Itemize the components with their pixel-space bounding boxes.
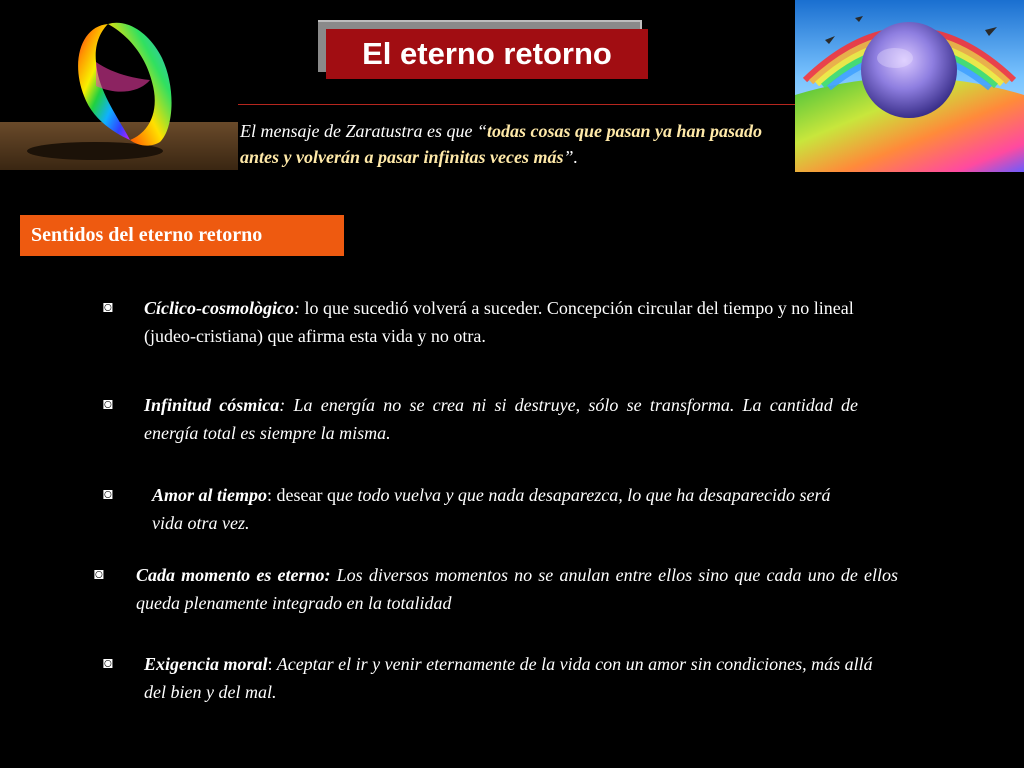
item-text: Los diversos momentos no se anulan entre ellos sino que cada uno de ellos queda plenamente integrado en la totalidad (136, 565, 899, 613)
list-item-amor (152, 481, 852, 537)
list-item-ciclico (144, 294, 864, 350)
intro-part-2: ”. (563, 147, 578, 167)
item-term: Infinitud cósmica (144, 395, 280, 415)
item-term: Exigencia moral (144, 654, 268, 674)
bullet-icon: ◙ (103, 396, 113, 413)
bullet-icon: ◙ (103, 655, 113, 672)
bullet-icon: ◙ (103, 486, 113, 503)
bullet-icon: ◙ (94, 566, 104, 583)
item-text: Aceptar el ir y venir eternamente de la vida con un amor sin condiciones, más allá del bien y del mal. (144, 654, 873, 702)
item-separator: : desear q (267, 485, 336, 505)
section-heading: Sentidos del eterno retorno (20, 215, 344, 256)
title-divider (238, 104, 795, 105)
item-separator: : (279, 395, 286, 415)
item-separator: : (267, 654, 273, 674)
slide-title: El eterno retorno (326, 29, 648, 79)
planet-rainbow-illustration (795, 0, 1024, 172)
item-term: Cíclico-cosmològico (144, 298, 294, 318)
item-term: Amor al tiempo (152, 485, 268, 505)
item-text: ue todo vuelva y que nada desaparezca, lo que ha desaparecido será vida otra vez. (152, 485, 831, 533)
item-term: Cada momento es eterno: (136, 565, 331, 585)
mobius-strip-illustration (0, 0, 238, 170)
list-item-momento (136, 561, 898, 617)
title-banner (318, 20, 650, 82)
intro-paragraph (240, 118, 792, 170)
list-item-infinitud (144, 391, 858, 447)
item-separator: : (293, 298, 300, 318)
intro-emphasis: todas cosas que pasan ya han pasado antes y volverán a pasar infinitas veces más (240, 121, 763, 167)
bullet-icon: ◙ (103, 299, 113, 316)
intro-part-1: El mensaje de Zaratustra es que “ (240, 121, 487, 141)
list-item-exigencia (144, 650, 890, 706)
item-text: lo que sucedió volverá a suceder. Concepción circular del tiempo y no lineal (judeo-cristiana) que afirma esta vida y no otra. (144, 298, 854, 346)
item-text: La energía no se crea ni si destruye, sólo se transforma. La cantidad de energía total es siempre la misma. (144, 395, 858, 443)
